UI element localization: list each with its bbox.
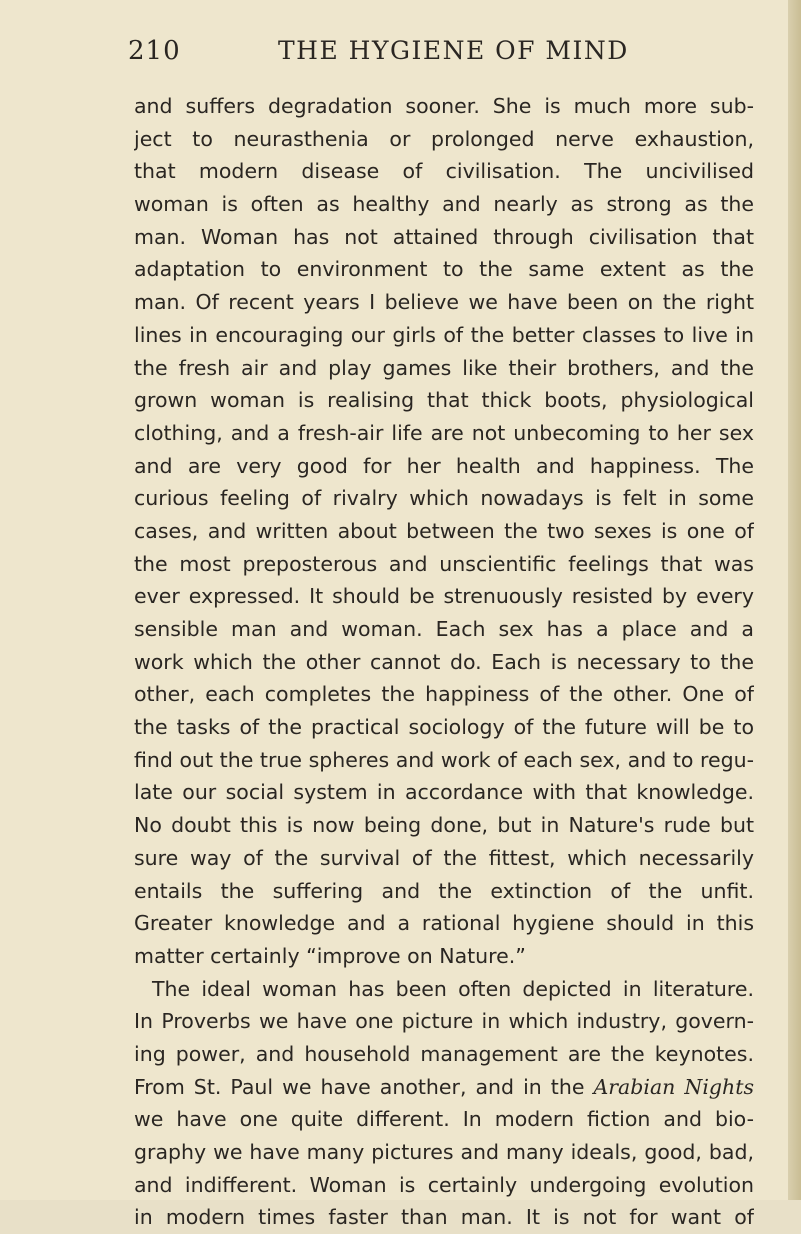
text-line: sure way of the survival of the fittest, which necessarily (134, 845, 754, 870)
page-header (0, 36, 788, 68)
text-line-with-italic (134, 1071, 754, 1104)
text-line: grown woman is realising that thick boots, physiological (134, 388, 754, 413)
text-line: curious feeling of rivalry which nowadays is felt in some (134, 486, 754, 511)
italic-title: Arabian Nights (593, 1074, 754, 1099)
text-line: clothing, and a fresh-air life are not unbecoming to her sex (134, 420, 754, 445)
text-line: cases, and written about between the two sexes is one of (134, 518, 754, 543)
text-line: lines in encouraging our girls of the better classes to live in (134, 322, 754, 347)
text-line: ing power, and household management are the keynotes. (134, 1041, 754, 1066)
text-segment: From St. Paul we have another, and in the (134, 1074, 585, 1099)
page-number: 210 (128, 36, 181, 66)
text-line: ject to neurasthenia or prolonged nerve exhaustion, (134, 126, 754, 151)
text-line: man. Of recent years I believe we have been on the right (134, 290, 754, 315)
text-line: woman is often as healthy and nearly as strong as the (134, 192, 754, 217)
text-line: No doubt this is now being done, but in Nature's rude but (134, 813, 754, 838)
text-line: that modern disease of civilisation. The uncivilised (134, 159, 754, 184)
text-line: and suffers degradation sooner. She is much more sub- (134, 94, 754, 118)
text-line: Greater knowledge and a rational hygiene should in this (134, 911, 754, 936)
body-text (134, 90, 754, 1234)
text-line: find out the true spheres and work of each sex, and to regu- (134, 747, 754, 772)
text-line: man. Woman has not attained through civilisation that (134, 224, 754, 249)
text-line: late our social system in accordance with that knowledge. (134, 780, 754, 805)
text-line: and indifferent. Woman is certainly undergoing evolution (134, 1172, 754, 1197)
text-line: the tasks of the practical sociology of the future will be to (134, 715, 754, 740)
text-line: sensible man and woman. Each sex has a place and a (134, 617, 754, 641)
text-line: entails the suffering and the extinction of the unfit. (134, 878, 754, 903)
text-line: In Proverbs we have one picture in which industry, govern- (134, 1009, 754, 1034)
text-line: the fresh air and play games like their brothers, and the (134, 355, 754, 380)
text-line: we have one quite different. In modern fiction and bio- (134, 1107, 754, 1132)
text-line: adaptation to environment to the same extent as the (134, 257, 754, 282)
text-line: graphy we have many pictures and many ideals, good, bad, (134, 1140, 754, 1164)
running-title: THE HYGIENE OF MIND (278, 36, 629, 65)
page-edge (788, 0, 801, 1200)
text-line: in modern times faster than man. It is not for want of (134, 1205, 754, 1230)
text-line: other, each completes the happiness of the other. One of (134, 682, 754, 707)
text-line: and are very good for her health and happiness. The (134, 453, 754, 478)
text-line: the most preposterous and unscientific feelings that was (134, 551, 754, 576)
text-line: matter certainly “improve on Nature.” (134, 943, 526, 968)
text-line: work which the other cannot do. Each is necessary to the (134, 649, 754, 674)
paragraph-first-line: The ideal woman has been often depicted in literature. (152, 976, 754, 1001)
text-line: ever expressed. It should be strenuously resisted by every (134, 584, 754, 609)
